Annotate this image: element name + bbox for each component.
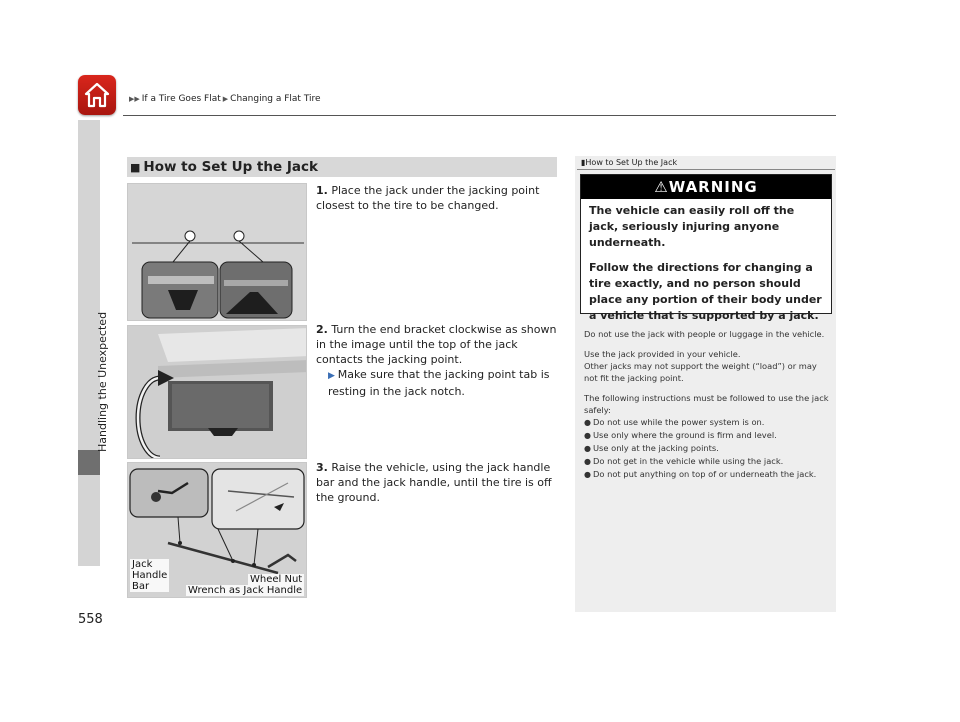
bullet-icon: ● [584,457,591,466]
label-jack-handle-bar: Jack Handle Bar [132,559,168,592]
home-icon [83,81,111,109]
chapter-tab-marker[interactable] [78,450,100,475]
notes-rule [577,169,835,170]
jack-bracket-illustration [128,326,307,459]
square-bullet-icon: ■ [130,161,141,174]
warning-icon: ⚠ [654,178,669,196]
chapter-label: Handling the Unexpected [96,311,109,452]
warning-box [580,174,832,322]
step-text: Raise the vehicle, using the jack handle bar and the jack handle, until the tire is off the ground. [316,461,552,504]
warning-text [589,203,827,333]
bullet-icon: ● [584,431,591,440]
step-1 [316,183,560,213]
figure-raise-vehicle [127,462,307,598]
label-wheel-nut: Wheel Nut [250,574,303,585]
note-paragraph: The following instructions must be followed to use the jack safely: [584,393,829,415]
step-3 [316,460,560,505]
list-item: ● Use only at the jacking points. [584,443,719,453]
breadcrumb [127,94,321,104]
header-rule [123,115,836,116]
safety-list [584,416,829,481]
note-paragraph: Do not use the jack with people or luggage in the vehicle. [584,329,825,339]
section-header [127,157,557,177]
notes-body [584,328,829,481]
label-wrench: Wrench as Jack Handle [188,585,303,596]
step-number: 1. [316,184,328,197]
list-item: ● Use only where the ground is firm and level. [584,430,777,440]
note-paragraph: Use the jack provided in your vehicle. Other jacks may not support the weight (“load”) or may not fit the jacking point. [584,349,817,383]
list-item: ● Do not put anything on top of or underneath the jack. [584,469,817,479]
section-title: How to Set Up the Jack [143,159,318,175]
step-2 [316,322,560,399]
note-marker-icon: ▮ [581,158,586,167]
step-text: Place the jack under the jacking point closest to the tire to be changed. [316,184,540,212]
list-item: ● Do not get in the vehicle while using the jack. [584,456,784,466]
step-number: 3. [316,461,328,474]
breadcrumb-item-changing-tire[interactable]: Changing a Flat Tire [230,94,321,104]
list-item: ● Do not use while the power system is on. [584,417,765,427]
figure-turn-bracket [127,325,307,459]
warning-title: WARNING [668,178,758,196]
warning-title-bar [581,175,831,199]
breadcrumb-item-flat-tire[interactable]: If a Tire Goes Flat [141,94,221,104]
bullet-icon: ● [584,418,591,427]
car-underbody-illustration [128,184,307,321]
figure-jacking-points [127,183,307,321]
notes-heading: ▮How to Set Up the Jack [581,158,678,167]
breadcrumb-arrow-icon: ▶▶ [129,95,140,103]
bullet-icon: ● [584,444,591,453]
step-text: Turn the end bracket clockwise as shown in the image until the top of the jack contacts the jacking point. [316,323,557,366]
home-button[interactable] [78,75,116,115]
subnote-text: Make sure that the jacking point tab is resting in the jack notch. [328,368,550,398]
blue-arrow-icon: ▶ [328,371,338,381]
breadcrumb-arrow-icon: ▶ [222,95,229,103]
step-number: 2. [316,323,328,336]
warning-paragraph: The vehicle can easily roll off the jack, seriously injuring anyone underneath. [589,204,795,249]
page-number: 558 [78,612,103,627]
step-2-subnote [316,367,560,399]
bullet-icon: ● [584,470,591,479]
warning-paragraph: Follow the directions for changing a tire exactly, and no person should place any portion of their body under a vehicle that is supported by a jack. [589,261,822,322]
